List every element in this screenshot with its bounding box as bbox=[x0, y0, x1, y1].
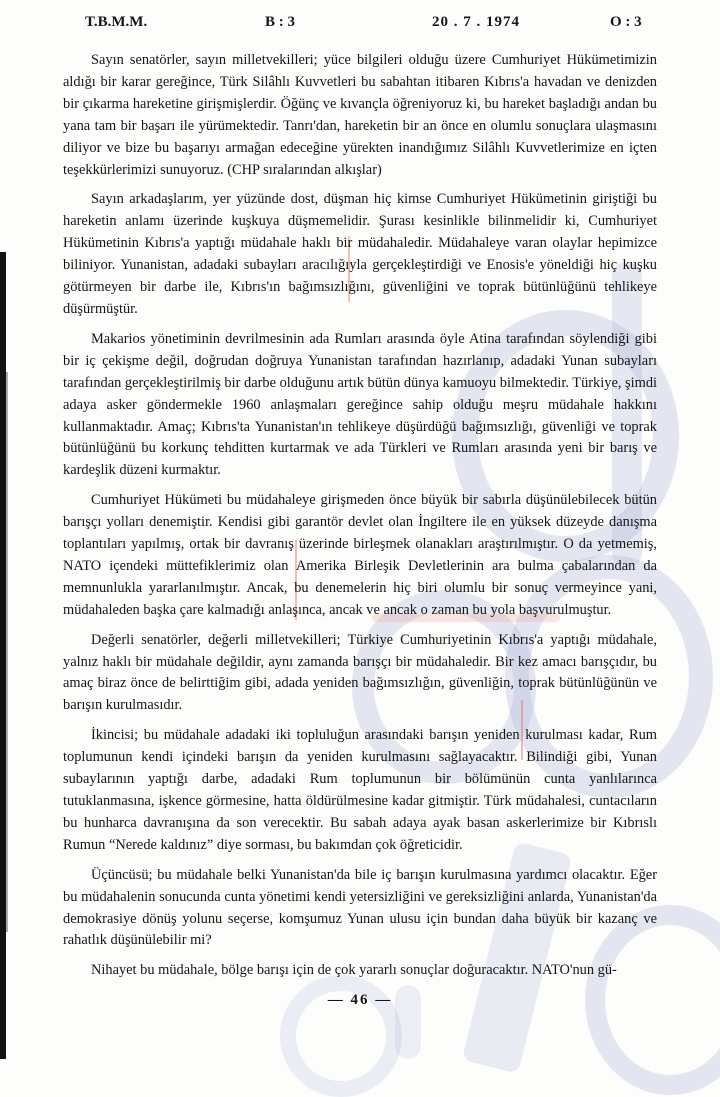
speech-paragraph: İkincisi; bu müdahale adadaki iki topluluğun arasındaki barışın yeniden kurulması kadar, Rum toplumunun kendi içindeki barışın da yeniden kurulmasını sağlayacaktır. Bilindiği gibi, Yunan subaylarının yaptığı darbe, adadaki Rum toplumunun bir bölümünün cunta yanlılarınca tutuklanmasına, işkence görmesine, hatta öldürülmesine kadar gitmiştir. Türk müdahalesi, cuntacıların bu hunharca davranışına da son verecektir. Bu sabah adaya ayak basan askerlerimize bir Kıbrıslı Rumun “Nerede kaldınız” diye sorması, bu bakımdan çok öğreticidir. bbox=[63, 727, 657, 853]
header-org: T.B.M.M. bbox=[85, 14, 148, 30]
page-footer bbox=[0, 992, 720, 1009]
speech-paragraph: Değerli senatörler, değerli milletvekilleri; Türkiye Cumhuriyetinin Kıbrıs'a yaptığı müdahale, yalnız haklı bir müdahale değildir, aynı zamanda barışçı bir müdahaledir. Bir kez amacı barışçıdır, bu amaç biraz önce de belirttiğim gibi, adada yeniden bağımsızlığın, güvenliğin, toprak bütünlüğünün ve barışın kurulmasıdır. bbox=[63, 631, 657, 714]
speech-paragraph: Cumhuriyet Hükümeti bu müdahaleye girişmeden önce büyük bir sabırla düşünülebilecek bütün barışçı yolları denemiştir. Kendisi gibi garantör devlet olan İngiltere ile en yüksek düzeyde danışma toplantıları yapılmış, ortak bir davranış üzerinde birleşmek olanakları araştırılmıştır. O da yetmemiş, NATO içendeki müttefiklerimiz olan Amerika Birleşik Devletlerinin ara bulma çabalarından da memnunlukla yararlanılmıştır. Ancak, bu denemelerin hiç biri olumlu bir sonuç vermeyince yani, müdahaleden başka çare kalmadığı anlaşınca, ancak ve ancak o zaman bu yola başvurulmuştur. bbox=[63, 492, 657, 618]
page-header bbox=[0, 14, 720, 38]
header-date: 20 . 7 . 1974 bbox=[432, 14, 520, 30]
header-sitting-number: O : 3 bbox=[610, 14, 642, 30]
speech-paragraph: Nihayet bu müdahale, bölge barışı için de çok yararlı sonuçlar doğuracaktır. NATO'nun gü- bbox=[91, 962, 617, 979]
speech-paragraph: Üçüncüsü; bu müdahale belki Yunanistan'da bile iç barışın kurulmasına yardımcı olacaktır. Eğer bu müdahalenin sonucunda cunta yönetimi kendi yetersizliğini ve gereksizliğini anlarda, Yunanistan'da demokrasiye dönüş yolunu seçerse, komşumuz Yunan ulusu için bundan daha büyük bir kazanç ve rahatlık düşünülebilir mi? bbox=[63, 866, 657, 949]
page-number: — 46 — bbox=[327, 992, 393, 1008]
left-scan-edge-strip bbox=[0, 252, 6, 1059]
speech-text bbox=[63, 50, 657, 990]
speech-paragraph: Sayın senatörler, sayın milletvekilleri; yüce bilgileri olduğu üzere Cumhuriyet Hükümetimizin aldığı bir karar gereğince, Türk Silâhlı Kuvvetleri bu sabahtan itibaren Kıbrıs'a havadan ve denizden bir çıkarma hareketine girişmişlerdir. Öğünç ve kıvançla öğreniyoruz ki, bu hareket başladığı andan bu yana tam bir başarı ile yürümektedir. Tanrı'dan, hareketin bir an önce en olumlu sonuçlara ulaşmasını diliyor ve bize bu başarıyı armağan edeceğine yürekten inandığımız Silâhlı Kuvvetlerimize en içten teşekkürlerimizi sunuyoruz. (CHP sıralarından alkışlar) bbox=[63, 52, 657, 178]
speech-paragraph: Sayın arkadaşlarım, yer yüzünde dost, düşman hiç kimse Cumhuriyet Hükümetinin giriştiği bu hareketin anlamı üzerinde kuşkuya düşmemelidir. Şurası kesinlikle bilinmelidir ki, Cumhuriyet Hükümetinin Kıbrıs'a yaptığı müdahale haklı bir müdahaledir. Müdahaleye varan olaylar hepimizce biliniyor. Yunanistan, adadaki subayları aracılığıyla gerçekleştirdiği ve Enosis'e yöneldiği hiç kuşku götürmeyen bir darbe ile, Kıbrıs'ın bağımsızlığını, güvenliğini ve toprak bütünlüğünü tehlikeye düşürmüştür. bbox=[63, 191, 657, 317]
speech-paragraph: Makarios yönetiminin devrilmesinin ada Rumları arasında öyle Atina tarafından söylendiği gibi bir iç çekişme değil, doğrudan doğruya Yunanistan tarafından hazırlanıp, adadaki Yunan subayları tarafından gerçekleştirilmiş bir darbe olduğunu artık bütün dünya kamuoyu bilmektedir. Türkiye, şimdi adaya asker göndermekle 1960 anlaşmaları gereğince sahip olduğu meşru müdahale hakkını kullanmaktadır. Amaç; Kıbrıs'ta Yunanistan'ın tehlikeye düşürdüğü bağımsızlığı, güvenliği ve toprak bütünlüğünü bu korkunç tehditten kurtarmak ve ada Türkleri ve Rumları arasında yeni bir barış ve kardeşlik düzeni kurmaktır. bbox=[63, 330, 658, 479]
header-session-number: B : 3 bbox=[265, 14, 295, 30]
